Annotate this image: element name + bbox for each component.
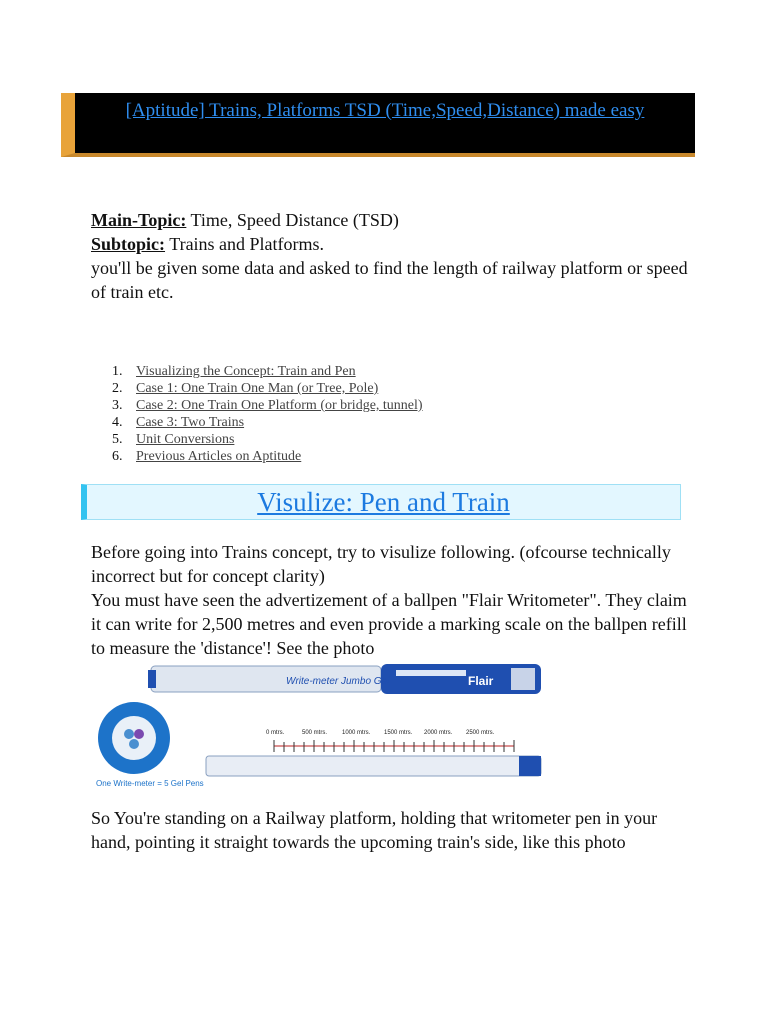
main-topic-line [91, 208, 691, 232]
writometer-pen-photo [96, 660, 556, 790]
scale-labels [266, 730, 495, 736]
toc-item: 4. Case 3: Two Trains [112, 415, 245, 430]
toc-link-case-1[interactable]: Case 1: One Train One Man (or Tree, Pole) [136, 381, 379, 396]
toc-link-unit-conversions[interactable]: Unit Conversions [136, 432, 235, 447]
toc-link-visualizing[interactable]: Visualizing the Concept: Train and Pen [136, 364, 356, 379]
toc-link-case-2[interactable]: Case 2: One Train One Platform (or bridge, tunnel) [136, 398, 423, 413]
main-topic-label: Main-Topic: [91, 210, 187, 230]
toc-item: 1. Visualizing the Concept: Train and Pen [112, 364, 356, 379]
toc-item: 5. Unit Conversions [112, 432, 235, 447]
pen-text: Write-meter Jumbo Gel [286, 676, 390, 687]
pen-brand: Flair [468, 674, 494, 688]
gel-pen-badge [98, 702, 170, 774]
toc-link-previous-articles[interactable]: Previous Articles on Aptitude [136, 449, 302, 464]
toc-item: 2. Case 1: One Train One Man (or Tree, Pole) [112, 381, 379, 396]
paragraph-writometer: You must have seen the advertizement of a ballpen "Flair Writometer". They claim it can write for 2,500 metres and even provide a marking scale on the ballpen refill to measure the 'distance'! See the photo [91, 590, 687, 658]
paragraph-intro: Before going into Trains concept, try to visulize following. (ofcourse technically incorrect but for concept clarity) [91, 542, 671, 586]
toc-item: 3. Case 2: One Train One Platform (or bridge, tunnel) [112, 398, 423, 413]
scale-label: 1000 mtrs. [342, 730, 371, 736]
subtopic-label: Subtopic: [91, 234, 166, 254]
paragraph-platform: So You're standing on a Railway platform, holding that writometer pen in your hand, pointing it straight towards the upcoming train's side, like this photo [91, 808, 658, 852]
refill-scale [206, 740, 541, 776]
toc-item: 6. Previous Articles on Aptitude [112, 449, 302, 464]
post-title-link[interactable]: [Aptitude] Trains, Platforms TSD (Time,Speed,Distance) made easy [125, 100, 645, 121]
subtopic-line [91, 232, 691, 256]
main-topic-value: Time, Speed Distance (TSD) [186, 210, 399, 230]
section-heading-link[interactable]: Visulize: Pen and Train [257, 487, 510, 517]
intro-text: you'll be given some data and asked to find the length of railway platform or speed of train etc. [91, 258, 688, 302]
scale-label: 2000 mtrs. [424, 730, 453, 736]
topic-block [91, 208, 691, 304]
scale-label: 1500 mtrs. [384, 730, 413, 736]
scale-label: 500 mtrs. [302, 730, 328, 736]
toc-link-case-3[interactable]: Case 3: Two Trains [136, 415, 245, 430]
table-of-contents [112, 363, 423, 465]
post-title-bar [61, 93, 695, 157]
scale-label: 2500 mtrs. [466, 730, 495, 736]
badge-text: One Write-meter = 5 Gel Pens [96, 779, 204, 788]
subtopic-value: Trains and Platforms. [165, 234, 325, 254]
pen-body [148, 664, 541, 694]
scale-label: 0 mtrs. [266, 730, 285, 736]
section-heading-box [81, 484, 681, 520]
